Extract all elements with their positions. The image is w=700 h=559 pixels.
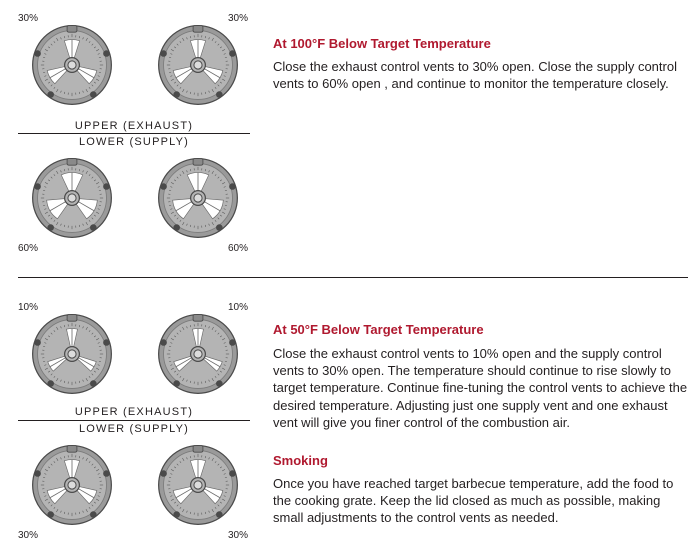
upper-lower-divider (18, 133, 250, 134)
section-heading: At 50°F Below Target Temperature (273, 322, 484, 337)
upper-exhaust-label: UPPER (EXHAUST) (74, 120, 194, 132)
vent-setting-lower-left: 30% (18, 530, 39, 541)
section-divider (18, 277, 688, 278)
upper-left-vent-icon (31, 24, 113, 106)
lower-left-vent-icon (31, 444, 113, 526)
vent-setting-upper-left: 30% (18, 13, 39, 24)
lower-right-vent-icon (157, 157, 239, 239)
upper-exhaust-label: UPPER (EXHAUST) (74, 406, 194, 418)
upper-right-vent-icon (157, 24, 239, 106)
vent-setting-upper-right: 30% (228, 13, 249, 24)
vent-setting-lower-right: 30% (228, 530, 249, 541)
lower-supply-label: LOWER (SUPPLY) (78, 136, 190, 148)
vent-setting-upper-right: 10% (228, 302, 249, 313)
section-body: Close the exhaust control vents to 10% open and the supply control vents to 30% open. The temperature should continue to rise slowly to target temperature. Continue fine-tuning the control vents to achieve the desired temperature. Adjusting just one supply vent and one exhaust vent will give you finer control of the combustion air. (273, 346, 688, 430)
lower-right-vent-icon (157, 444, 239, 526)
smoking-heading: Smoking (273, 453, 328, 468)
vent-setting-upper-left: 10% (18, 302, 39, 313)
vent-setting-lower-right: 60% (228, 243, 249, 254)
lower-left-vent-icon (31, 157, 113, 239)
vent-setting-lower-left: 60% (18, 243, 39, 254)
upper-left-vent-icon (31, 313, 113, 395)
lower-supply-label: LOWER (SUPPLY) (78, 423, 190, 435)
smoking-body: Once you have reached target barbecue temperature, add the food to the cooking grate. Keep the lid closed as much as possible, making small adjustments to the control vents as needed. (273, 476, 674, 526)
section-body: Close the exhaust control vents to 30% open. Close the supply control vents to 60% open , and continue to monitor the temperature closely. (273, 59, 677, 92)
upper-lower-divider (18, 420, 250, 421)
upper-right-vent-icon (157, 313, 239, 395)
section-heading: At 100°F Below Target Temperature (273, 36, 491, 51)
